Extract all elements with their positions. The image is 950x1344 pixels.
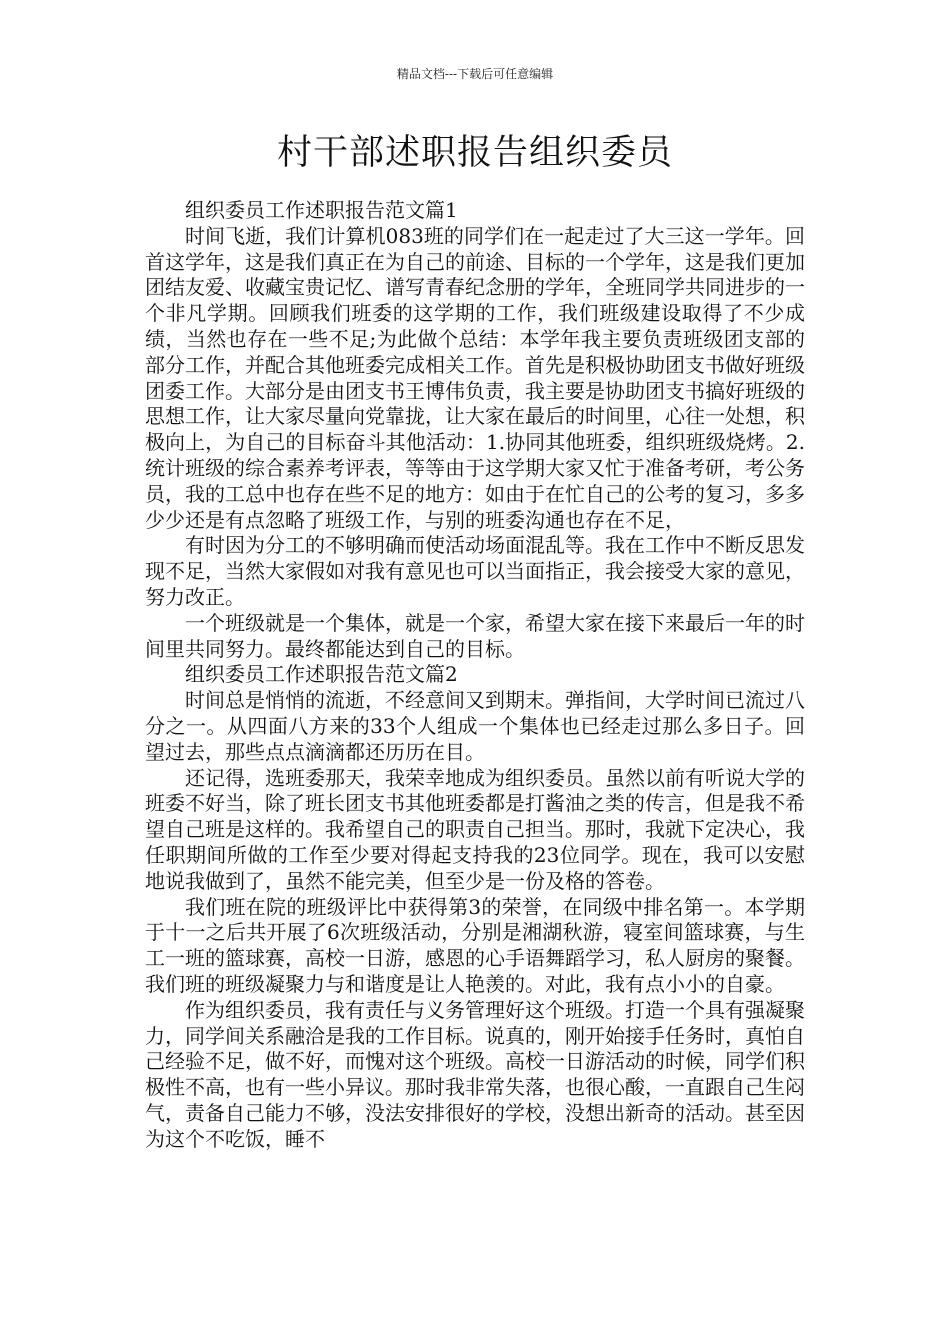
body-paragraph: 我们班在院的班级评比中获得第3的荣誉，在同级中排名第一。本学期于十一之后共开展了6次班级活动，分别是湘湖秋游，寝室间篮球赛，与生工一班的篮球赛，高校一日游，感恩的心手语舞蹈学习，私人厨房的聚餐。我们班的班级凝聚力与和谐度是让人艳羡的。对此，我有点小小的自豪。 xyxy=(145,894,805,996)
section-heading-1: 组织委员工作述职报告范文篇1 xyxy=(185,198,458,222)
section-heading-2: 组织委员工作述职报告范文篇2 xyxy=(185,662,458,687)
body-paragraph: 时间总是悄悄的流逝，不经意间又到期末。弹指间，大学时间已流过八分之一。从四面八方来的33个人组成一个集体也已经走过那么多日子。回望过去，那些点点滴滴都还历历在目。 xyxy=(145,688,805,764)
body-paragraph: 有时因为分工的不够明确而使活动场面混乱等。我在工作中不断反思发现不足，当然大家假如对我有意见也可以当面指正，我会接受大家的意见，努力改正。 xyxy=(145,533,805,609)
body-paragraph: 还记得，选班委那天，我荣幸地成为组织委员。虽然以前有听说大学的班委不好当，除了班长团支书其他班委都是打酱油之类的传言，但是我不希望自己班是这样的。我希望自己的职责自己担当。那时，我就下定决心，我任职期间所做的工作至少要对得起支持我的23位同学。现在，我可以安慰地说我做到了，虽然不能完美，但至少是一份及格的答卷。 xyxy=(145,765,805,893)
body-paragraph: 时间飞逝，我们计算机083班的同学们在一起走过了大三这一学年。回首这学年，这是我们真正在为自己的前途、目标的一个学年，这是我们更加团结友爱、收藏宝贵记忆、谱写青春纪念册的学年，全班同学共同进步的一个非凡学期。回顾我们班委的这学期的工作，我们班级建设取得了不少成绩，当然也存在一些不足;为此做个总结：本学年我主要负责班级团支部的部分工作，并配合其他班委完成相关工作。首先是积极协助团支书做好班级团委工作。大部分是由团支书王博伟负责，我主要是协助团支书搞好班级的思想工作，让大家尽量向党靠拢，让大家在最后的时间里，心往一处想，积极向上，为自己的目标奋斗其他活动：1.协同其他班委，组织班级烧烤。2.统计班级的综合素养考评表，等等由于这学期大家又忙于准备考研，考公务员，我的工总中也存在些不足的地方：如由于在忙自己的公考的复习，多多少少还是有点忽略了班级工作，与别的班委沟通也存在不足， xyxy=(145,223,805,532)
document-body xyxy=(145,198,805,1152)
body-paragraph: 作为组织委员，我有责任与义务管理好这个班级。打造一个具有强凝聚力，同学间关系融洽是我的工作目标。说真的，刚开始接手任务时，真怕自己经验不足，做不好，而愧对这个班级。高校一日游活动的时候，同学们积极性不高，也有一些小异议。那时我非常失落，也很心酸，一直跟自己生闷气，责备自己能力不够，没法安排很好的学校，没想出新奇的活动。甚至因为这个不吃饭，睡不 xyxy=(145,997,805,1151)
body-paragraph: 一个班级就是一个集体，就是一个家，希望大家在接下来最后一年的时间里共同努力。最终都能达到自己的目标。 xyxy=(145,610,805,661)
page-header-note: 精品文档---下载后可任意编辑 xyxy=(396,67,554,81)
document-title: 村干部述职报告组织委员 xyxy=(276,133,673,173)
